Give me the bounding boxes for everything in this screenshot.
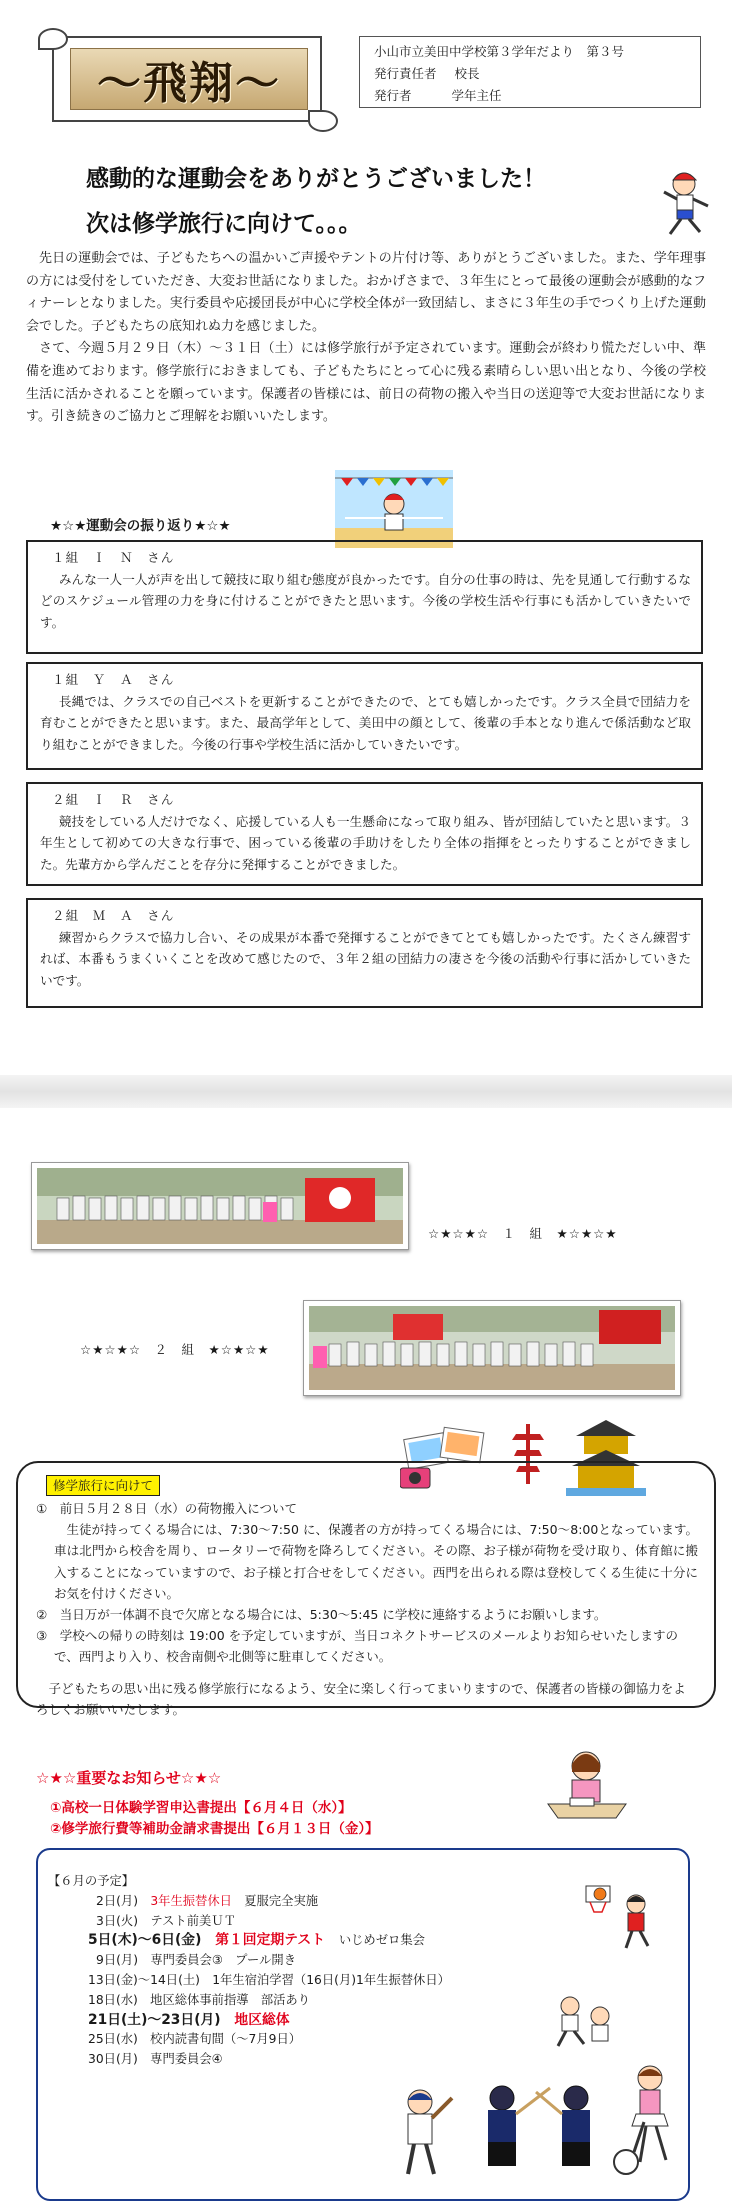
- intro-text: [26, 248, 706, 429]
- schedule-header: 【６月の予定】: [48, 1874, 135, 1888]
- review-card: [26, 898, 703, 1008]
- page-separator: [0, 1075, 732, 1108]
- headline-next: 次は修学旅行に向けて。。。: [86, 211, 362, 237]
- schedule-row: 18日(水) 地区総体事前指導 部活あり: [88, 1992, 311, 2007]
- schedule-row: 13日(金)～14日(土) 1年生宿泊学習（16日(月)1年生振替休日）: [88, 1972, 450, 1987]
- review-card: [26, 662, 703, 770]
- issue-info-box: [359, 36, 701, 108]
- sports-illustrations: [380, 1988, 700, 2200]
- schedule-row: 30日(月) 専門委員会④: [88, 2052, 223, 2067]
- issuer-line: 発行者 学年主任: [374, 88, 502, 103]
- intro-paragraph-1: 先日の運動会では、子どもたちへの温かいご声援やテントの片付け等、ありがとうございました。また、学年理事の方には受付をしていただき、大変お世話になりました。おかげさまで、３年生にとって最後の運動会が感動的なフィナーレとなりました。実行委員や応援団長が中心に学校全体が一致団結し、まさに３年生の手でつくり上げた運動会でした。子どもたちの底知れぬ力を感じました。: [26, 251, 706, 334]
- trip-item-1-body: 生徒が持ってくる場合には、7:30～7:50 に、保護者の方が持ってくる場合には、7:50～8:00となっています。車は北門から校舎を周り、ロータリーで荷物を降ろしてください。その際、お子様が荷物を受け取り、体育館に搬入することになっていますので、お子様と打合せをしてください。西門を出られる際は登校してくる生徒に十分にお気を付けください。: [54, 1522, 698, 1601]
- class-2-group-photo: [303, 1300, 681, 1396]
- intro-paragraph-2: さて、今週５月２９日（木）～３１日（土）には修学旅行が予定されています。運動会が終わり慌ただしい中、準備を進めております。修学旅行におきましても、子どもたちにとって心に残る素晴らしい思い出となり、今後の学校生活に活かされることを願っています。保護者の皆様には、前日の荷物の搬入や当日の送迎等で大変お世話になります。引き続きのご協力とご理解をお願いいたします。: [26, 341, 706, 425]
- review-student: ２組 Ｍ Ａ さん: [52, 908, 175, 923]
- class-1-label: ☆★☆★☆ １ 組 ★☆★☆★: [428, 1226, 618, 1241]
- review-section-title: ★☆★運動会の振り返り★☆★: [50, 518, 231, 534]
- schedule-row: 2日(月) 3年生振替休日 夏服完全実施: [96, 1893, 319, 1908]
- schedule-row: 5日(木)～6日(金) 第１回定期テスト いじめゼロ集会: [88, 1932, 425, 1949]
- banner-plate: [70, 48, 308, 110]
- scroll-curl-bottom: [308, 110, 338, 132]
- newsletter-page-1: [0, 0, 732, 1075]
- schedule-row: 21日(土)～23日(月) 地区総体: [88, 2011, 290, 2028]
- school-line: 小山市立美田中学校第３学年だより 第３号: [374, 44, 625, 59]
- review-student: １組 Ｙ Ａ さん: [52, 672, 175, 687]
- important-notice-title: ☆★☆重要なお知らせ☆★☆: [36, 1769, 222, 1787]
- class-1-group-photo: [31, 1162, 409, 1250]
- group-photo-image: [37, 1168, 403, 1244]
- review-comment: 長縄では、クラスでの自己ベストを更新することができたので、とても嬉しかったです。クラス全員で団結力を育むことができたと思います。また、最高学年として、美田中の顔として、後輩の手本となり進んで係活動など取り組むことができました。今後の行事や学校生活に活かしていきたいです。: [40, 693, 691, 752]
- notice-item-1: ①高校一日体験学習申込書提出【６月４日（水）】: [50, 1800, 352, 1816]
- school-trip-notice: [16, 1461, 716, 1717]
- group-photo-image: [309, 1306, 675, 1390]
- trip-item-2: ② 当日万が一体調不良で欠席となる場合には、5:30～5:45 に学校に連絡するようにお願いします。: [36, 1607, 607, 1623]
- publisher-line: 発行責任者 校長: [374, 66, 480, 81]
- review-comment: みんな一人一人が声を出して競技に取り組む態度が良かったです。自分の仕事の時は、先を見通して行動するなどのスケジュール管理の力を身に付けることができたと思います。今後の学校生活や行事にも活かしていきたいです。: [40, 571, 691, 630]
- newsletter-title: ～飛翔～: [97, 58, 281, 109]
- studying-girl-illustration: [540, 1744, 630, 1826]
- review-student: ２組 Ｉ Ｒ さん: [52, 792, 175, 807]
- title-banner: [38, 28, 338, 132]
- basketball-player-illustration: [582, 1882, 662, 1952]
- trip-closing: 子どもたちの思い出に残る修学旅行になるよう、安全に楽しく行ってまいりますので、保護者の皆様の御協力をよろしくお願いいたします。: [36, 1680, 686, 1717]
- notice-item-2: ②修学旅行費等補助金請求書提出【６月１３日（金）】: [50, 1821, 379, 1837]
- class-2-label: ☆★☆★☆ ２ 組 ★☆★☆★: [80, 1342, 270, 1357]
- school-trip-tag: 修学旅行に向けて: [46, 1475, 160, 1496]
- trip-item-3: ③ 学校への帰りの時刻は 19:00 を予定していますが、当日コネクトサービスのメールよりお知らせいたしますので、西門より入り、校舎南側や北側等に駐車してください。: [36, 1628, 679, 1665]
- schedule-row: 3日(火) テスト前美ＵＴ: [96, 1913, 236, 1928]
- schedule-row: 9日(月) 専門委員会③ プール開き: [96, 1953, 297, 1968]
- review-comment: 練習からクラスで協力し合い、その成果が本番で発揮することができてとても嬉しかったです。たくさん練習すれば、本番もうまくいくことを改めて感じたので、３年２組の団結力の凄さを今後の活動や行事に活かしていきたいです。: [40, 929, 691, 988]
- sports-day-illustration: [335, 470, 453, 548]
- newsletter-page-2: [0, 1108, 732, 2209]
- review-card: [26, 782, 703, 886]
- headline-thanks: 感動的な運動会をありがとうございました！: [86, 166, 546, 192]
- review-comment: 競技をしている人だけでなく、応援している人も一生懸命になって取り組み、皆が団結していたと思います。３年生として初めての大きな行事で、困っている後輩の手助けをしたり全体の指揮をとったりすることができました。先輩方から学んだことを存分に発揮することができました。: [40, 813, 691, 872]
- running-child-illustration: [656, 168, 718, 242]
- schedule-row: 25日(水) 校内読書旬間（～7月9日）: [88, 2032, 302, 2047]
- review-card: [26, 540, 703, 654]
- trip-item-1-head: ① 前日５月２８日（水）の荷物搬入について: [36, 1501, 297, 1516]
- review-student: １組 Ｉ Ｎ さん: [52, 550, 175, 565]
- scroll-curl-top: [38, 28, 68, 50]
